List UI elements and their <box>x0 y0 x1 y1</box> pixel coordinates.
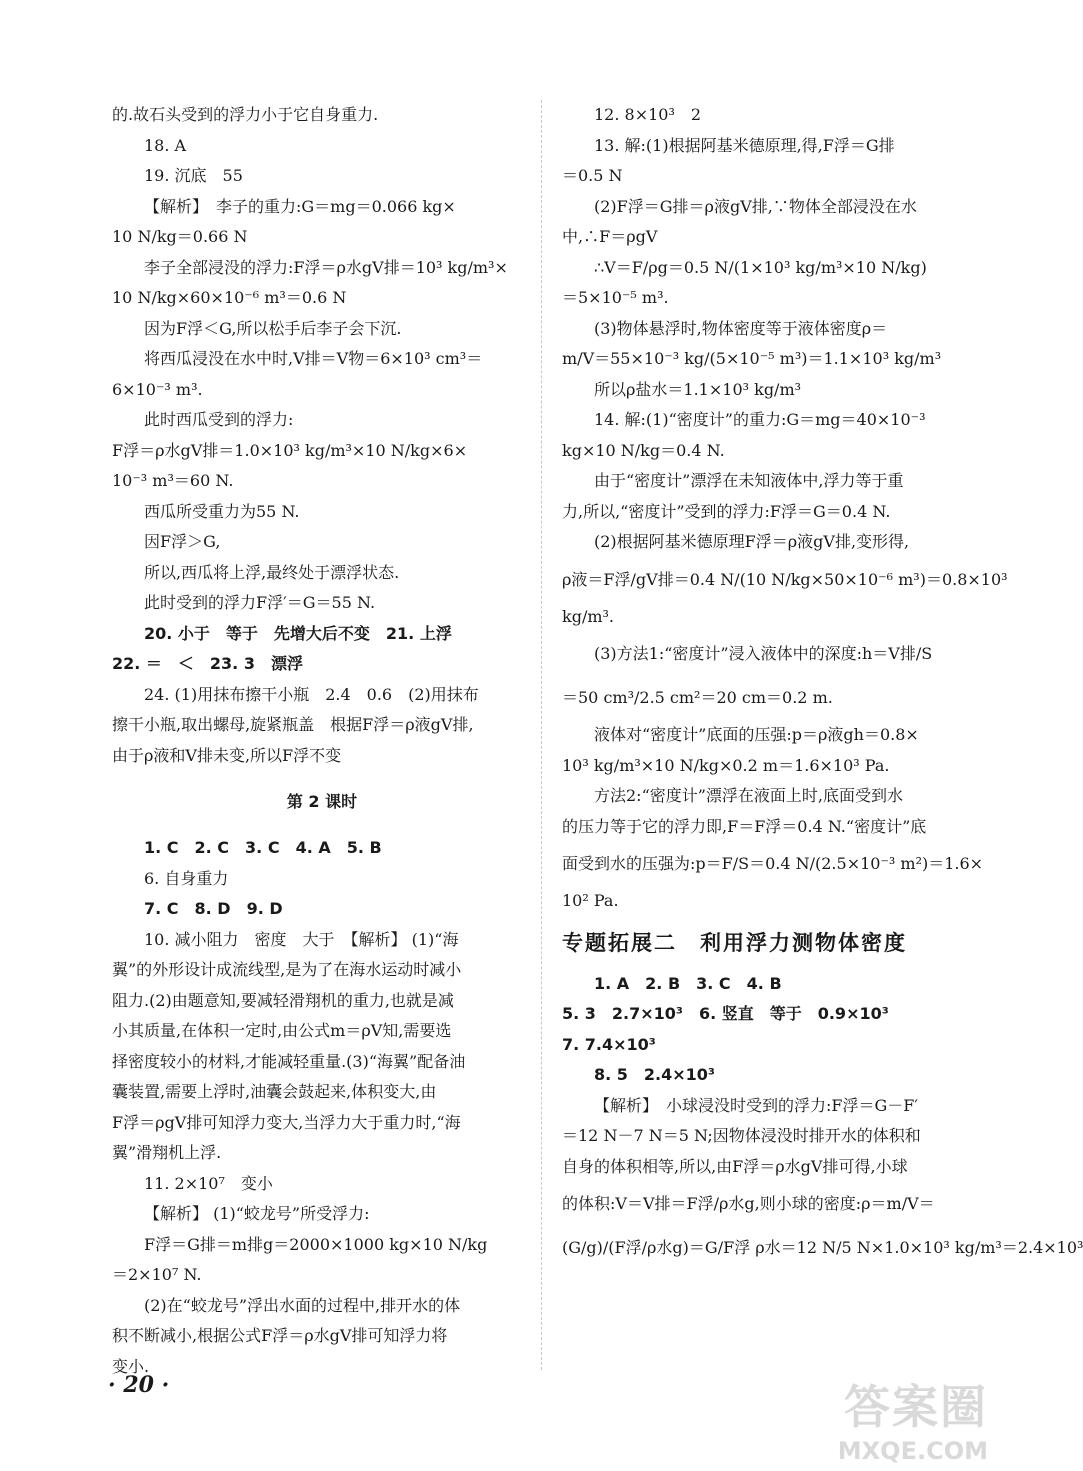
text-line: 【解析】 (1)“蛟龙号”所受浮力: <box>144 1204 370 1223</box>
text-line: 由于“密度计”漂浮在未知液体中,浮力等于重 <box>594 471 904 490</box>
formula-line: ρ液＝F浮/gV排＝0.4 N/(10 N/kg×50×10⁻⁶ m³)＝0.8×10³ <box>562 569 1008 589</box>
text-line: (2)在“蛟龙号”浮出水面的过程中,排开水的体 <box>144 1295 461 1315</box>
text-line: 【解析】 小球浸没时受到的浮力:F浮＝G－F′ <box>594 1095 919 1115</box>
text-line: 10³ kg/m³×10 N/kg×0.2 m＝1.6×10³ Pa. <box>562 755 890 775</box>
text-line: 的.故石头受到的浮力小于它自身重力. <box>112 105 379 124</box>
text-line: (3)物体悬浮时,物体密度等于液体密度ρ＝ <box>594 318 888 338</box>
text-line: 12. 8×10³ 2 <box>594 105 702 124</box>
text-line: 积不断减小,根据公式F浮＝ρ水gV排可知浮力将 <box>112 1326 448 1345</box>
text-line: ＝0.5 N <box>562 166 623 185</box>
text-line: 24. (1)用抹布擦干小瓶 2.4 0.6 (2)用抹布 <box>144 684 479 704</box>
text-line: 因F浮＞G, <box>144 532 221 551</box>
text-line: 此时西瓜受到的浮力: <box>144 410 294 429</box>
text-line: 囊装置,需要上浮时,油囊会鼓起来,体积变大,由 <box>112 1082 437 1101</box>
text-line: 1. A 2. B 3. C 4. B <box>594 973 782 993</box>
text-line: 擦干小瓶,取出螺母,旋紧瓶盖 根据F浮＝ρ液gV排, <box>112 715 474 734</box>
text-line: (2)根据阿基米德原理F浮＝ρ液gV排,变形得, <box>594 532 910 551</box>
text-line: 方法2:“密度计”漂浮在液面上时,底面受到水 <box>594 786 904 805</box>
text-line: 自身的体积相等,所以,由F浮＝ρ水gV排可得,小球 <box>562 1156 908 1176</box>
text-line: 8. 5 2.4×10³ <box>594 1065 715 1084</box>
text-line: 的压力等于它的浮力即,F＝F浮＝0.4 N.“密度计”底 <box>562 816 927 836</box>
text-line: kg×10 N/kg＝0.4 N. <box>562 440 725 460</box>
text-line: 【解析】 李子的重力:G＝mg＝0.066 kg× <box>144 196 456 216</box>
text-line: 14. 解:(1)“密度计”的重力:G＝mg＝40×10⁻³ <box>594 410 926 429</box>
text-line: 因为F浮＜G,所以松手后李子会下沉. <box>144 318 402 338</box>
text-line: 阻力.(2)由题意知,要减轻滑翔机的重力,也就是减 <box>112 990 454 1010</box>
text-line: 6. 自身重力 <box>144 868 229 888</box>
watermark-logo: 答案圈 <box>844 1380 988 1434</box>
text-line: 10⁻³ m³＝60 N. <box>112 471 234 490</box>
text-line: 液体对“密度计”底面的压强:p＝ρ液gh＝0.8× <box>594 725 919 744</box>
text-line: 11. 2×10⁷ 变小 <box>144 1173 273 1193</box>
text-line: 10. 减小阻力 密度 大于 【解析】 (1)“海 <box>144 929 459 949</box>
text-line: kg/m³. <box>562 606 614 626</box>
text-line: 所以ρ盐水＝1.1×10³ kg/m³ <box>594 379 802 399</box>
text-line: 19. 沉底 55 <box>144 166 243 185</box>
text-line: ＝5×10⁻⁵ m³. <box>562 288 669 307</box>
formula-line: 面受到水的压强为:p＝F/S＝0.4 N/(2.5×10⁻³ m²)＝1.6× <box>562 854 984 873</box>
text-line: F浮＝ρ水gV排＝1.0×10³ kg/m³×10 N/kg×6× <box>112 440 468 460</box>
page-number: · 20 · <box>108 1372 170 1398</box>
text-line: 小其质量,在体积一定时,由公式m＝ρV知,需要选 <box>112 1021 452 1040</box>
text-line: 20. 小于 等于 先增大后不变 21. 上浮 <box>144 623 452 643</box>
text-line: m/V＝55×10⁻³ kg/(5×10⁻⁵ m³)＝1.1×10³ kg/m³ <box>562 349 942 368</box>
formula-line: ＝50 cm³/2.5 cm²＝20 cm＝0.2 m. <box>562 688 833 707</box>
text-line: 18. A <box>144 135 187 155</box>
column-divider <box>541 100 542 1370</box>
lesson-title: 第 2 课时 <box>286 792 358 811</box>
formula-line: (G/g)/(F浮/ρ水g)＝G/F浮 ρ水＝12 N/5 N×1.0×10³ kg/m³＝2.4×10³ <box>562 1238 1083 1257</box>
formula-line: 的体积:V＝V排＝F浮/ρ水g,则小球的密度:ρ＝m/V＝ <box>562 1194 935 1213</box>
text-line: 7. 7.4×10³ <box>562 1034 656 1054</box>
text-line: 中,∴F＝ρgV <box>562 227 658 246</box>
watermark-url: MXQE.COM <box>837 1437 988 1465</box>
text-line: 翼”的外形设计成流线型,是为了在海水运动时减小 <box>112 960 462 979</box>
topic-title: 专题拓展二 利用浮力测物体密度 <box>562 930 907 955</box>
text-line: 由于ρ液和V排未变,所以F浮不变 <box>112 745 342 765</box>
text-line: F浮＝G排＝m排g＝2000×1000 kg×10 N/kg <box>144 1234 488 1254</box>
text-line: 10² Pa. <box>562 891 619 910</box>
left-column <box>112 100 532 1382</box>
right-column <box>562 100 1083 1270</box>
text-line: 翼”滑翔机上浮. <box>112 1143 222 1162</box>
text-line: 将西瓜浸没在水中时,V排＝V物＝6×10³ cm³＝ <box>144 349 483 368</box>
text-line: (2)F浮＝G排＝ρ液gV排,∵物体全部浸没在水 <box>594 196 917 216</box>
text-line: 13. 解:(1)根据阿基米德原理,得,F浮＝G排 <box>594 135 895 155</box>
text-line: ∴V＝F/ρg＝0.5 N/(1×10³ kg/m³×10 N/kg) <box>594 257 927 277</box>
text-line: F浮＝ρgV排可知浮力变大,当浮力大于重力时,“海 <box>112 1112 461 1132</box>
text-line: 22. ＝ ＜ 23. 3 漂浮 <box>112 654 303 673</box>
text-line: 西瓜所受重力为55 N. <box>144 501 300 521</box>
text-line: 6×10⁻³ m³. <box>112 379 203 399</box>
text-line: ＝12 N－7 N＝5 N;因物体浸没时排开水的体积和 <box>562 1126 921 1145</box>
text-line: 变小. <box>112 1356 150 1376</box>
text-line: 此时受到的浮力F浮′＝G＝55 N. <box>144 593 376 612</box>
text-line: 10 N/kg＝0.66 N <box>112 227 248 246</box>
text-line: 10 N/kg×60×10⁻⁶ m³＝0.6 N <box>112 288 347 307</box>
text-line: 5. 3 2.7×10³ 6. 竖直 等于 0.9×10³ <box>562 1004 889 1023</box>
text-line: 所以,西瓜将上浮,最终处于漂浮状态. <box>144 562 400 582</box>
text-line: 力,所以,“密度计”受到的浮力:F浮＝G＝0.4 N. <box>562 501 891 521</box>
watermark <box>838 1371 988 1465</box>
formula-line: (3)方法1:“密度计”浸入液体中的深度:h＝V排/S <box>594 644 933 663</box>
text-line: ＝2×10⁷ N. <box>112 1265 202 1284</box>
text-line: 择密度较小的材料,才能减轻重量.(3)“海翼”配备油 <box>112 1051 466 1071</box>
text-line: 7. C 8. D 9. D <box>144 899 283 918</box>
text-line: 1. C 2. C 3. C 4. A 5. B <box>144 838 382 857</box>
text-line: 李子全部浸没的浮力:F浮＝ρ水gV排＝10³ kg/m³× <box>144 257 508 277</box>
